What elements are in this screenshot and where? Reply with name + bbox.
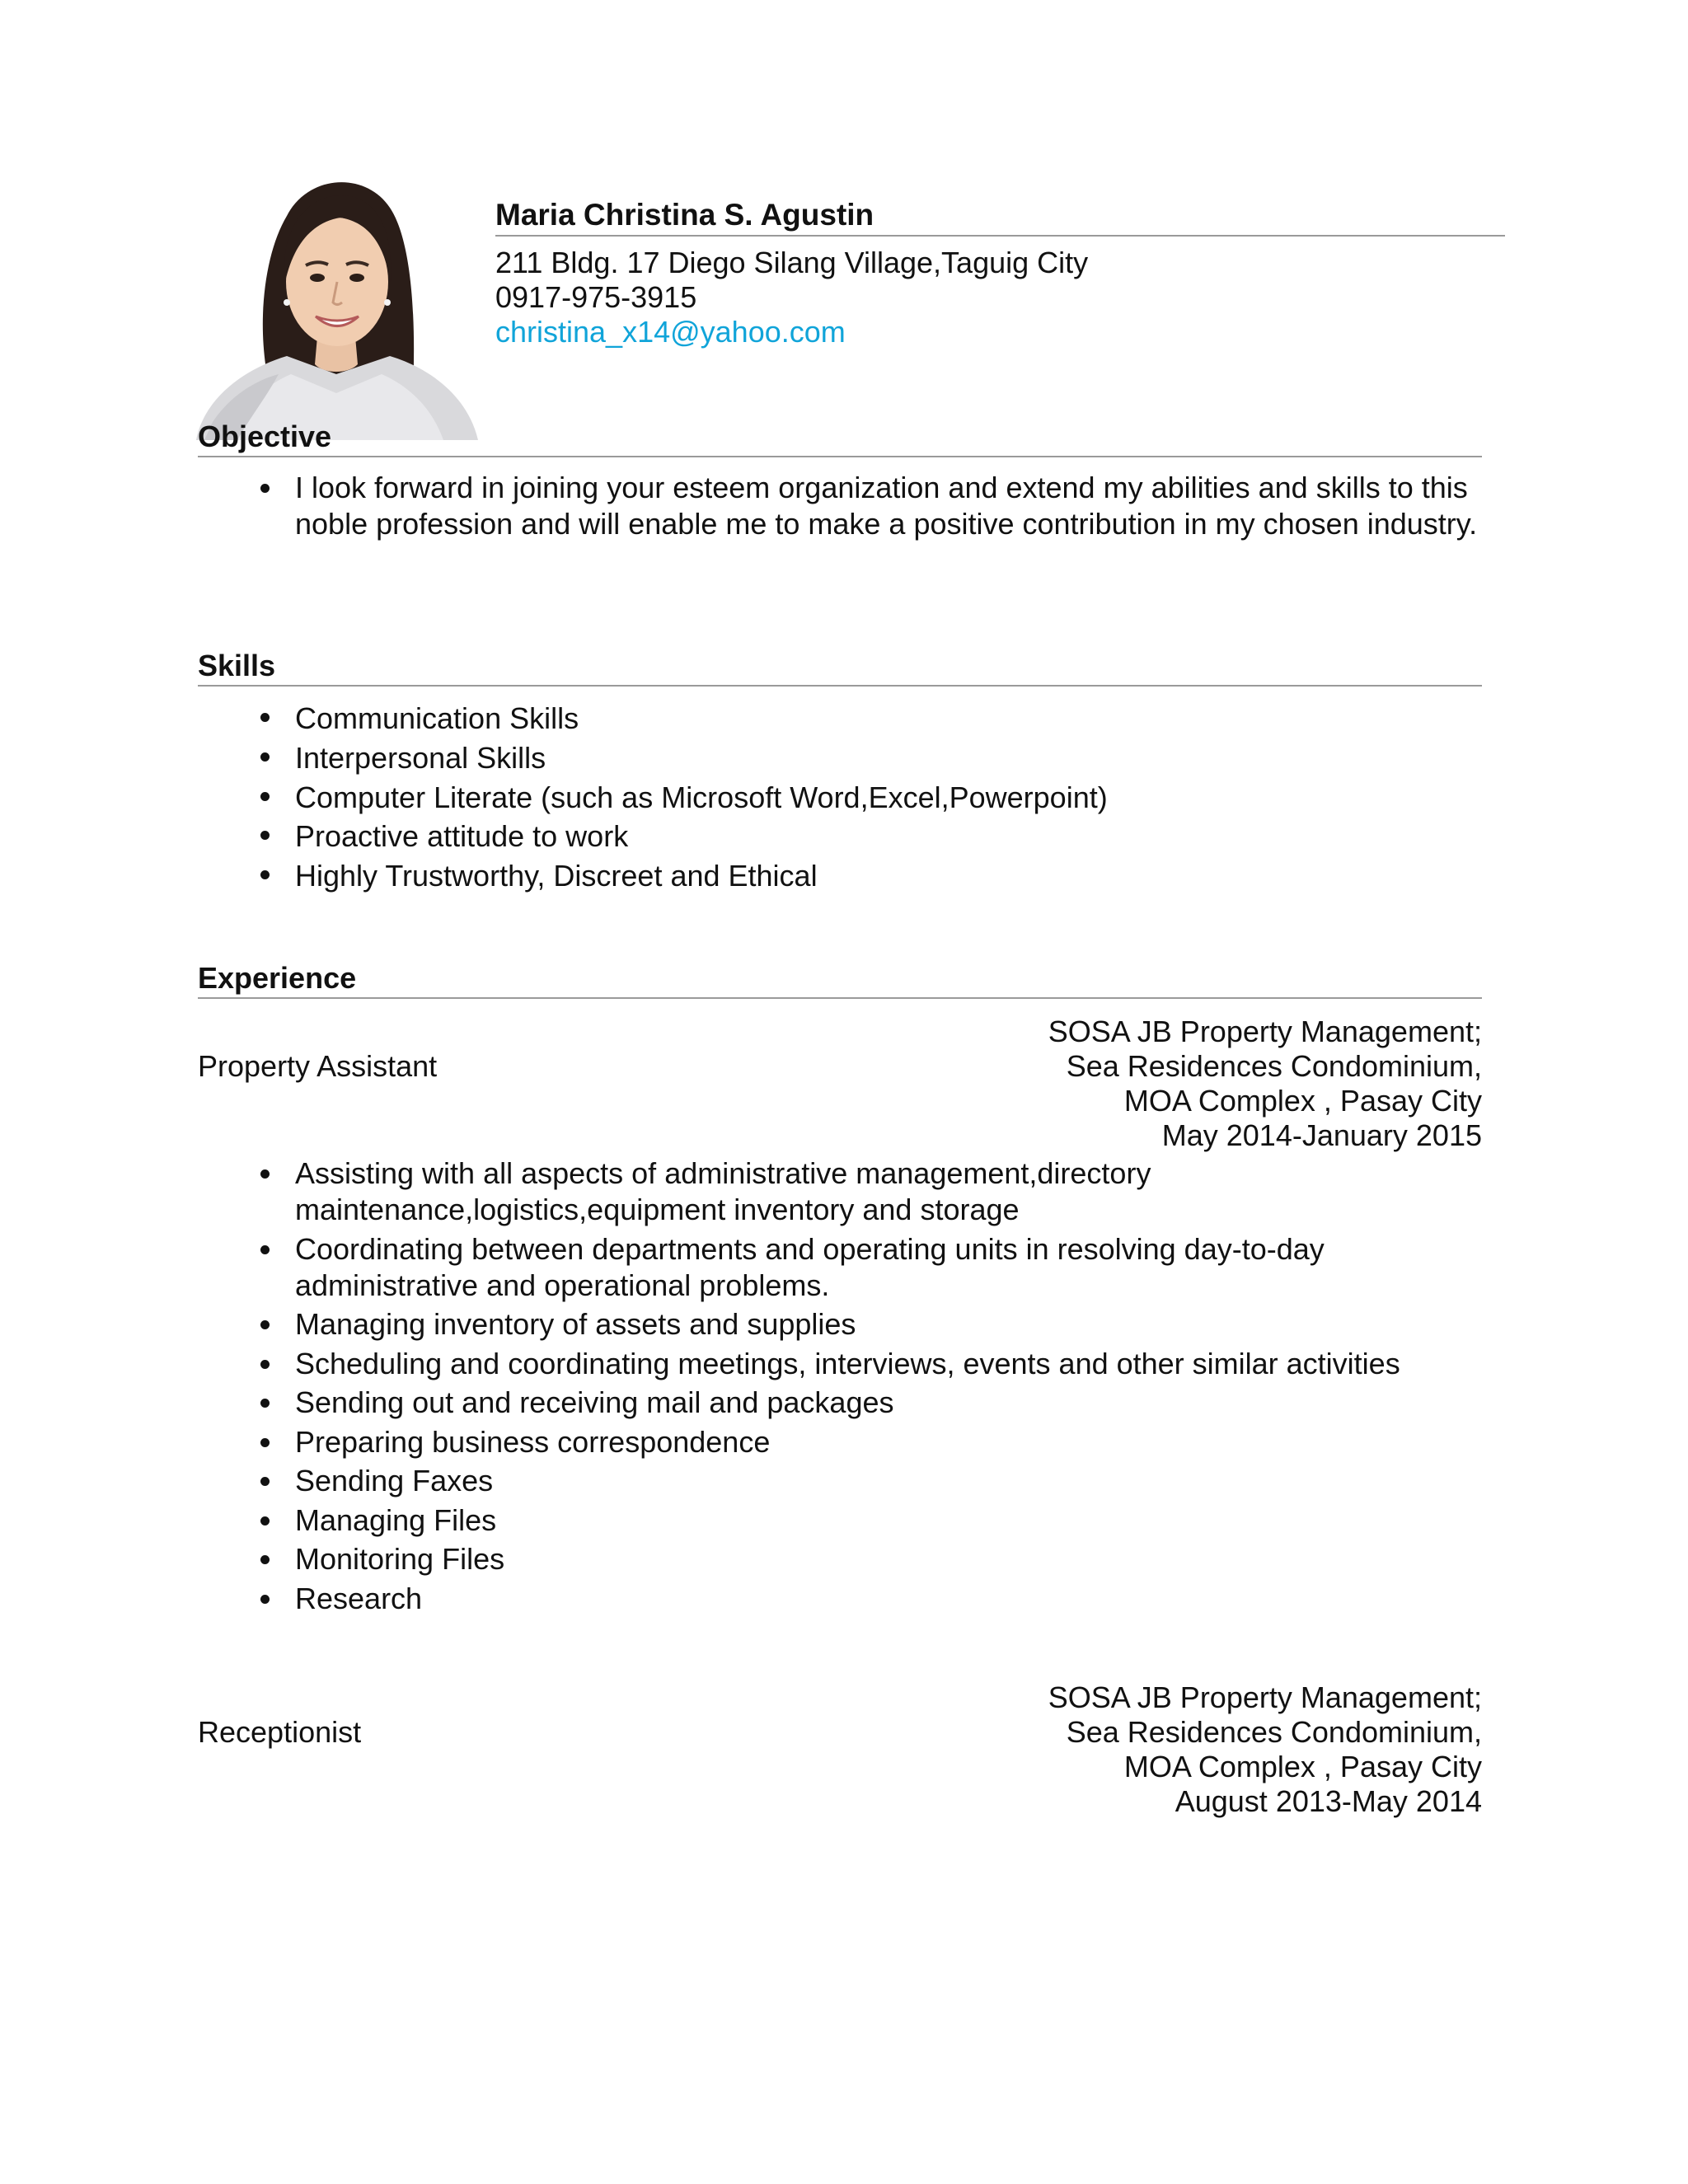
skill-text: Computer Literate (such as Microsoft Word,Excel,Powerpoint) [295,780,1108,814]
bullet-icon [260,1595,270,1604]
list-item [295,1581,1498,1617]
applicant-name: Maria Christina S. Agustin [495,198,874,232]
list-item [295,699,1498,738]
job-position: Property Assistant [198,1049,438,1083]
company-line: SOSA JB Property Management; [1048,1015,1482,1048]
address: 211 Bldg. 17 Diego Silang Village,Taguig City [495,246,1089,279]
list-item [295,1502,1498,1539]
duty-text: Preparing business correspondence [295,1424,771,1459]
employment-dates: May 2014-January 2015 [1161,1118,1482,1152]
bullet-icon [260,1555,270,1564]
bullet-icon [260,831,270,840]
list-item [295,1155,1498,1228]
duty-text: Coordinating between departments and operating units in resolving day-to-day administrative and operational problems. [295,1231,1325,1302]
duty-text: Managing Files [295,1502,497,1537]
duty-text: Assisting with all aspects of administrative management,directory maintenance,logistics,equipment inventory and storage [295,1156,1151,1226]
company-line: Sea Residences Condominium, [1066,1049,1482,1083]
experience-heading: Experience [198,961,357,995]
skills-divider [198,685,1482,687]
bullet-icon [260,1477,270,1486]
bullet-icon [260,1438,270,1447]
company-line: SOSA JB Property Management; [1048,1680,1482,1714]
duty-text: Sending Faxes [295,1464,494,1497]
objective-divider [198,456,1482,457]
bullet-icon [260,1399,270,1408]
bullet-icon [260,752,270,762]
bullet-icon [260,792,270,801]
phone-number: 0917-975-3915 [495,280,697,314]
skills-list [295,699,1498,896]
bullet-icon [260,1245,270,1254]
list-item [295,856,1498,896]
duty-text: Sending out and receiving mail and packages [295,1385,894,1419]
company-line: MOA Complex , Pasay City [1123,1750,1482,1783]
objective-text: I look forward in joining your esteem organization and extend my abilities and skills to this noble profession and will enable me to make a positive contribution in my chosen industry. [295,471,1478,541]
bullet-icon [260,713,270,722]
experience-divider [198,997,1482,999]
duty-text: Scheduling and coordinating meetings, interviews, events and other similar activities [295,1346,1400,1380]
list-item [295,1306,1498,1343]
bullet-icon [260,1320,270,1329]
objective-heading: Objective [198,419,332,453]
list-item [295,778,1498,818]
employment-dates: August 2013-May 2014 [1175,1784,1482,1818]
skill-text: Interpersonal Skills [295,740,546,775]
list-item [295,1424,1498,1460]
job-company-block [740,1680,1482,1819]
job-position: Receptionist [198,1715,362,1749]
bullet-icon [260,1169,270,1179]
list-item [295,470,1498,542]
duty-text: Monitoring Files [295,1542,505,1576]
company-line: Sea Residences Condominium, [1066,1715,1482,1749]
bullet-icon [260,870,270,879]
skill-text: Proactive attitude to work [295,819,629,854]
skill-text: Highly Trustworthy, Discreet and Ethical [295,859,818,893]
company-line: MOA Complex , Pasay City [1123,1084,1482,1118]
list-item [295,1541,1498,1577]
list-item [295,1346,1498,1382]
duties-list [295,1155,1498,1619]
list-item [295,817,1498,856]
skills-heading: Skills [198,649,276,682]
profile-photo [196,158,478,440]
list-item [295,1463,1498,1499]
duty-text: Managing inventory of assets and supplies [295,1307,856,1341]
objective-list [295,470,1498,542]
bullet-icon [260,484,270,493]
bullet-icon [260,1516,270,1526]
job-company-block [740,1015,1482,1153]
list-item [295,1231,1498,1304]
list-item [295,1385,1498,1421]
skill-text: Communication Skills [295,701,579,735]
duty-text: Research [295,1581,423,1615]
list-item [295,738,1498,778]
email-link[interactable]: christina_x14@yahoo.com [495,315,846,349]
name-divider [495,235,1505,237]
bullet-icon [260,1360,270,1369]
